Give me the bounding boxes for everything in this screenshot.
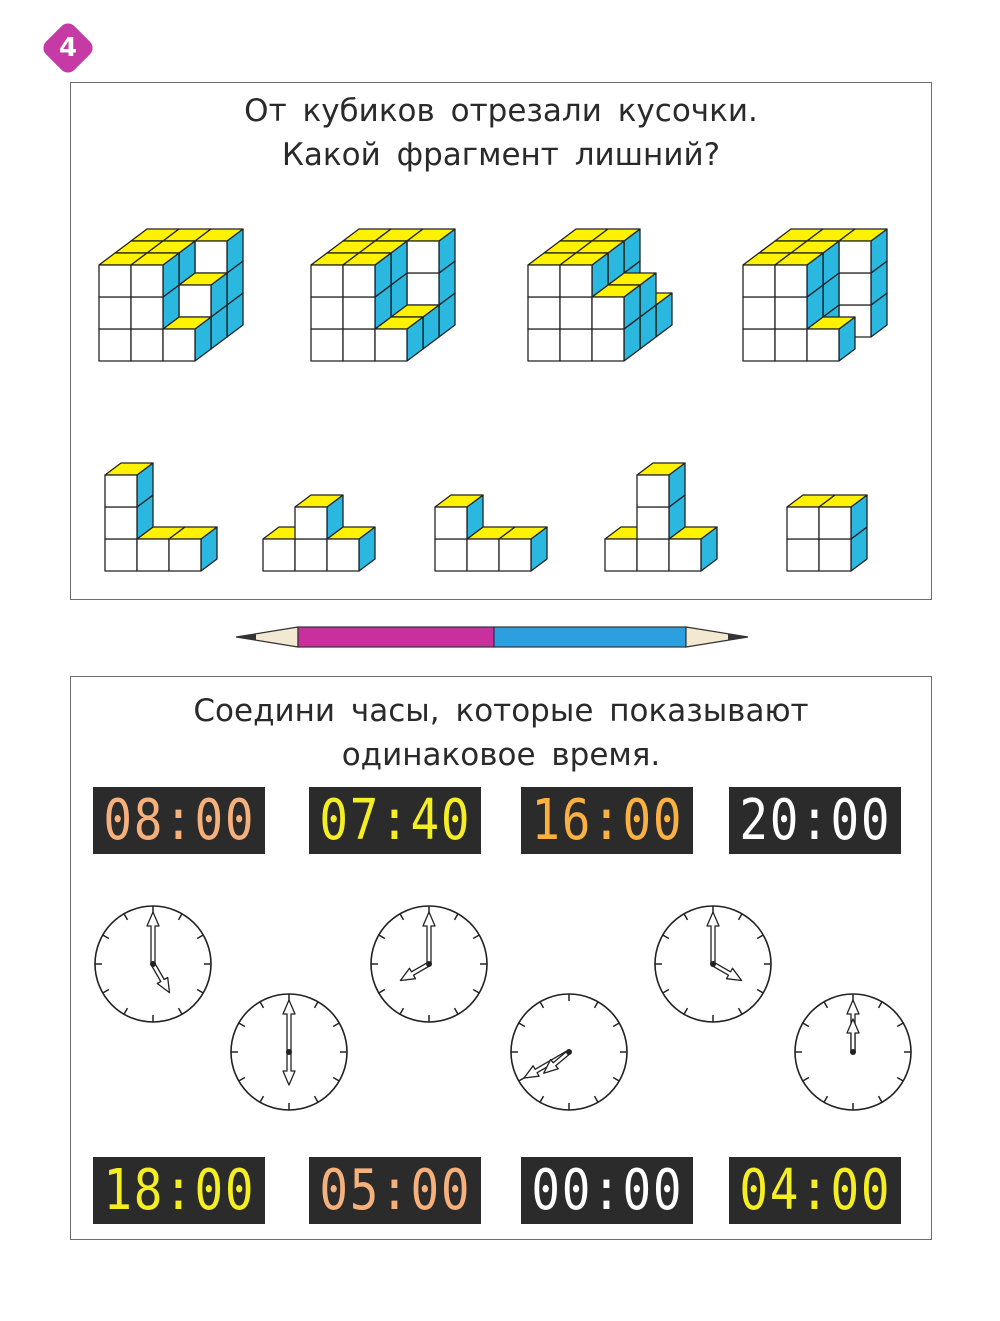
clocks-task-panel <box>70 676 932 1240</box>
task-number-badge <box>36 16 100 80</box>
analog-clock-1[interactable] <box>95 906 211 1022</box>
digital-clock-time: 18:00 <box>103 1158 255 1223</box>
cubes-task-title-line-2: Какой фрагмент лишний? <box>281 137 721 173</box>
digital-clock-time: 08:00 <box>103 788 255 853</box>
fragment-2[interactable] <box>263 495 375 571</box>
digital-clock-time: 16:00 <box>531 788 683 853</box>
digital-clock-time: 20:00 <box>739 788 891 853</box>
analog-clocks-illustration <box>71 677 931 1239</box>
fragment-1[interactable] <box>105 463 217 571</box>
task-number: 4 <box>58 33 78 63</box>
clocks-task-title-line-2: одинаковое время. <box>341 737 661 773</box>
digital-clock-time: 07:40 <box>319 788 471 853</box>
analog-clock-4[interactable] <box>511 994 627 1110</box>
analog-clock-5[interactable] <box>655 906 771 1022</box>
fragment-5[interactable] <box>787 495 867 571</box>
cube-figure-4[interactable] <box>743 229 887 361</box>
digital-clock-time: 04:00 <box>739 1158 891 1223</box>
fragment-3[interactable] <box>435 495 547 571</box>
cubes-illustration <box>71 83 931 599</box>
cube-figure-2[interactable] <box>311 229 455 361</box>
digital-clock-time: 05:00 <box>319 1158 471 1223</box>
analog-clock-6[interactable] <box>795 994 911 1110</box>
analog-clock-2[interactable] <box>231 994 347 1110</box>
cube-figure-1[interactable] <box>99 229 243 361</box>
clocks-task-title-line-1: Соедини часы, которые показывают <box>193 693 809 729</box>
analog-clock-3[interactable] <box>371 906 487 1022</box>
fragment-4[interactable] <box>605 463 717 571</box>
cube-figure-3[interactable] <box>528 229 672 361</box>
digital-clock-time: 00:00 <box>531 1158 683 1223</box>
cubes-task-title-line-1: От кубиков отрезали кусочки. <box>244 93 758 129</box>
cubes-task-panel <box>70 82 932 600</box>
pencil-divider-icon <box>236 624 748 650</box>
